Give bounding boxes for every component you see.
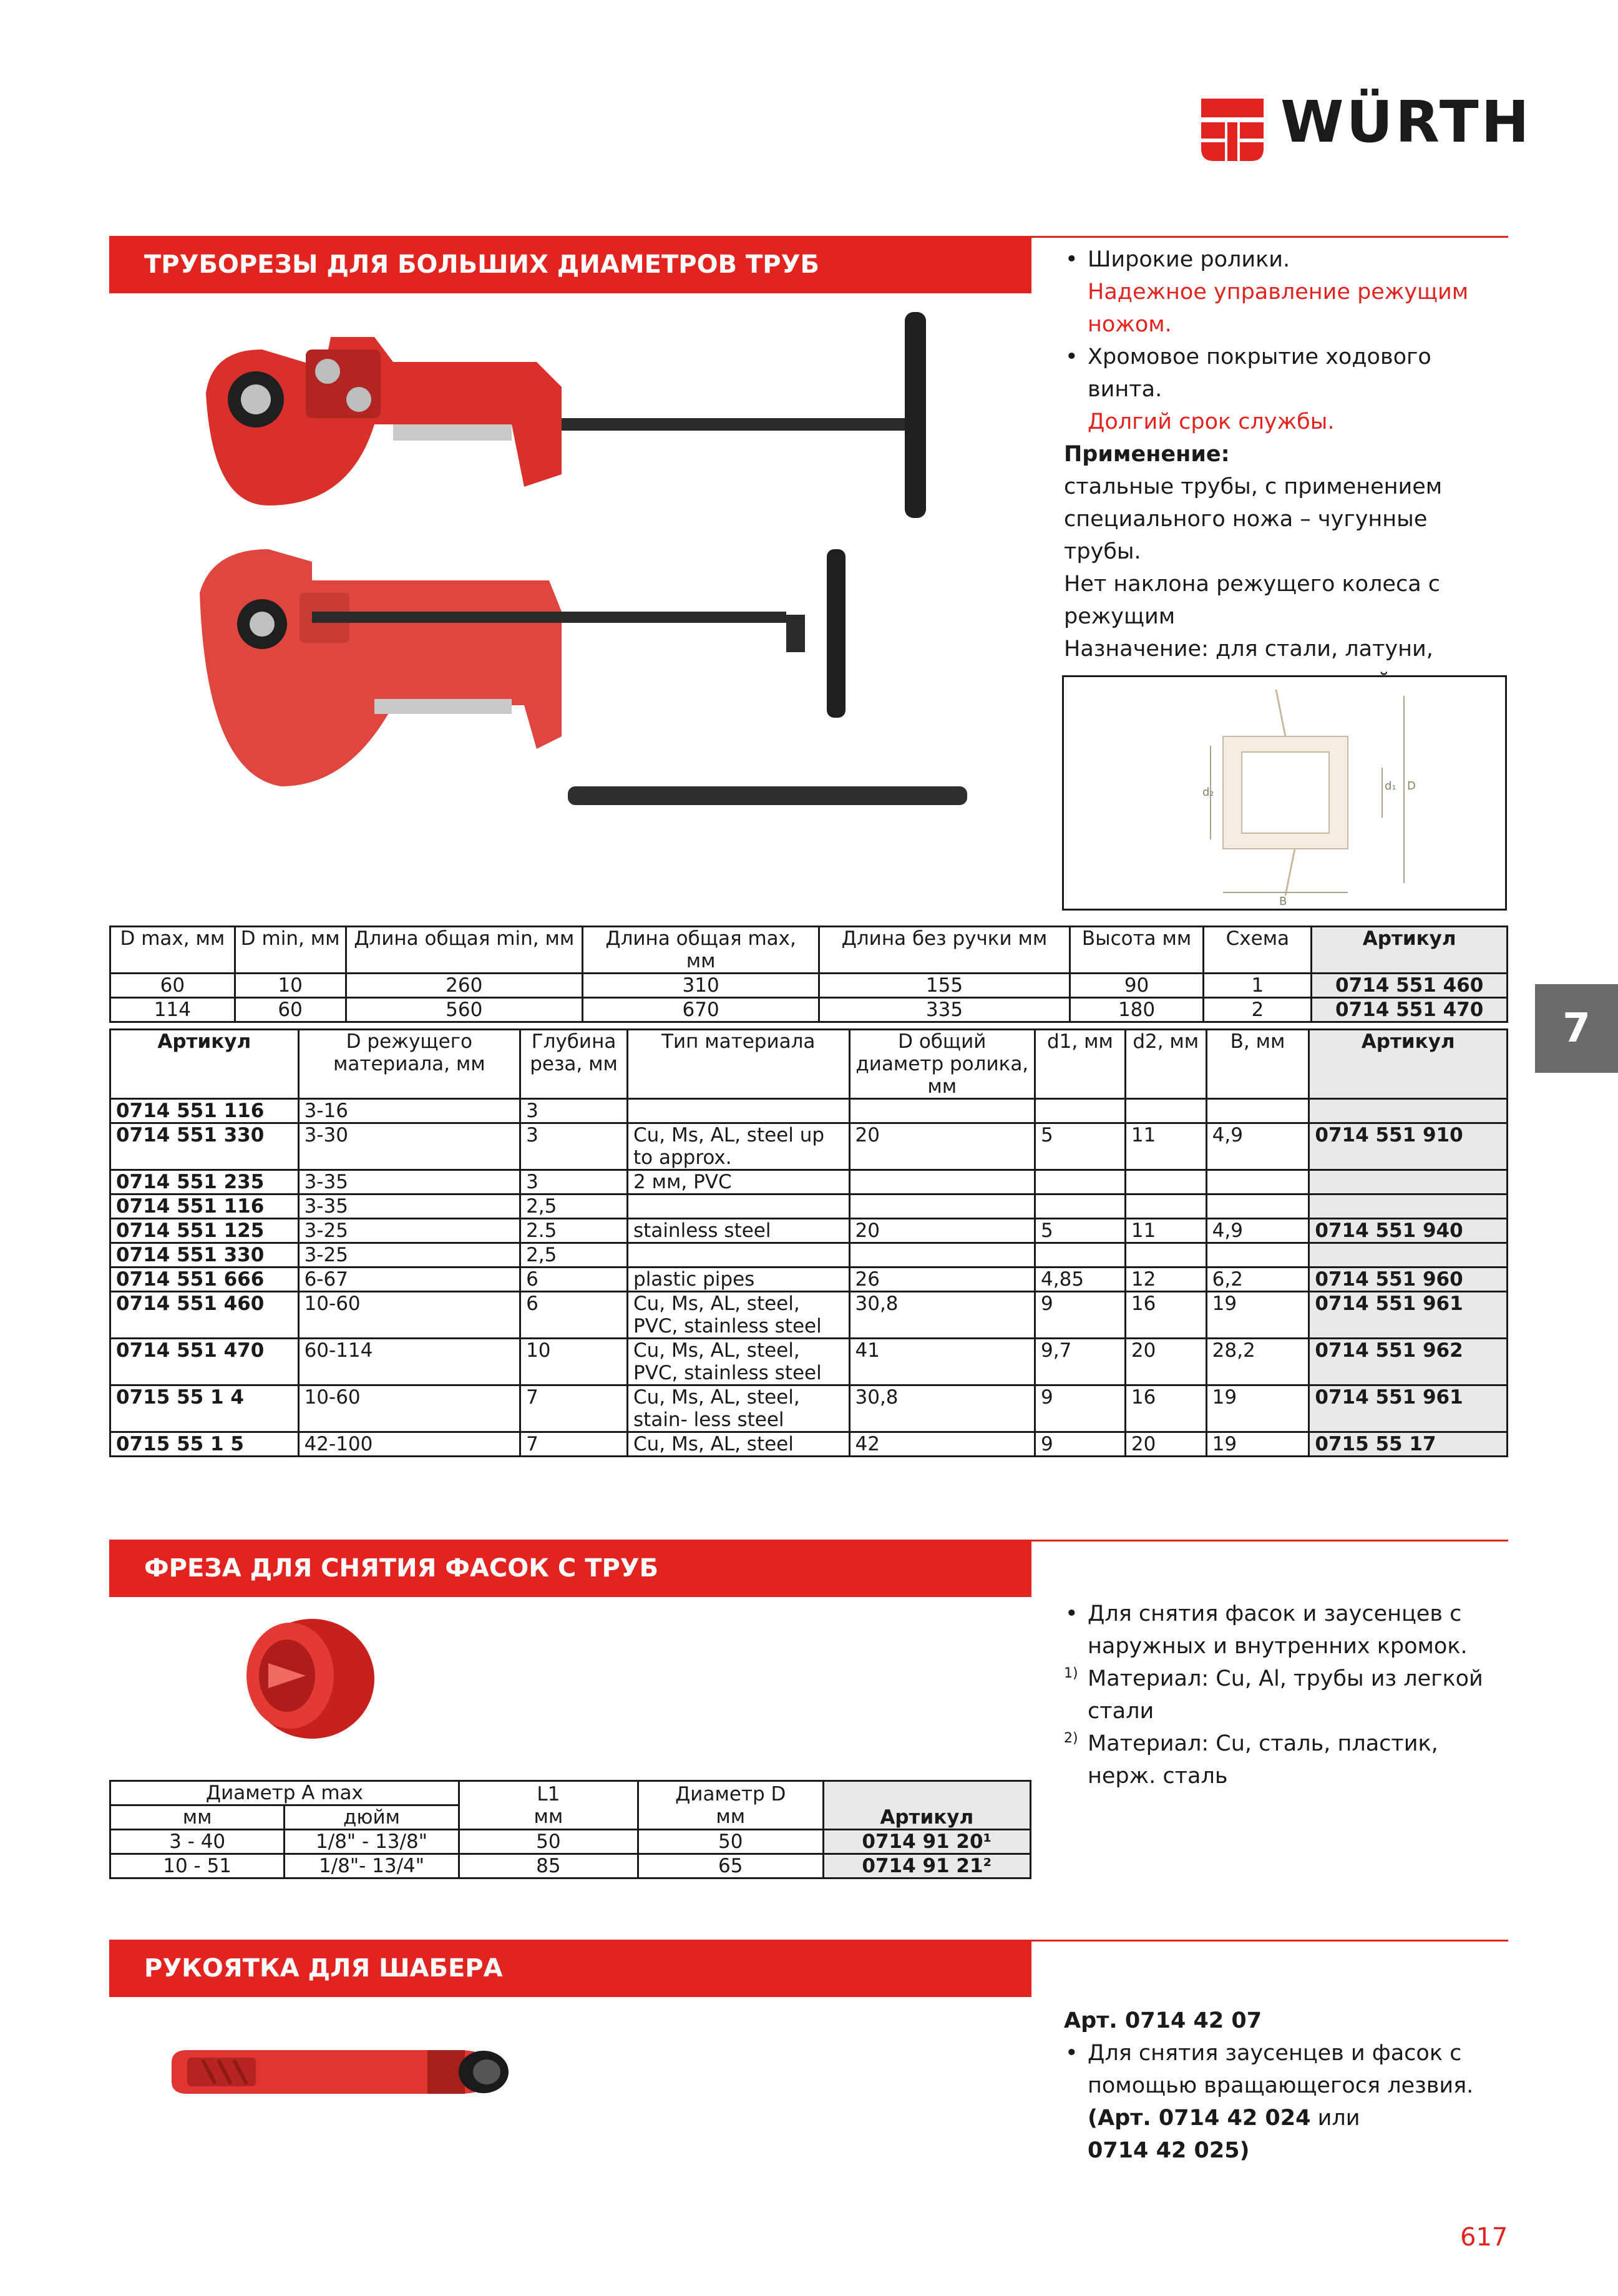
section-divider <box>1031 236 1508 238</box>
article-number: 0714 551 116 <box>110 1099 299 1123</box>
table-cell <box>628 1243 849 1268</box>
table-cell: 4,85 <box>1035 1268 1126 1292</box>
table-cell: 9,7 <box>1035 1339 1126 1385</box>
blade-article: (Арт. 0714 42 024 <box>1088 2106 1311 2131</box>
table-cell: 90 <box>1070 974 1204 998</box>
table-cell <box>1206 1194 1309 1219</box>
table-cell: 19 <box>1206 1385 1309 1432</box>
article-number: 0714 551 961 <box>1309 1385 1508 1432</box>
table-cell: 1 <box>1204 974 1312 998</box>
table-cell <box>1125 1170 1206 1194</box>
table-cell: stainless steel <box>628 1219 849 1243</box>
table-cell: 670 <box>582 998 819 1022</box>
section-divider <box>1031 1540 1508 1541</box>
table-row <box>110 1432 1508 1457</box>
table-cell: 50 <box>638 1830 823 1854</box>
blade-article: 0714 42 025) <box>1088 2138 1250 2163</box>
table-cell <box>1125 1243 1206 1268</box>
application-label: Применение: <box>1064 442 1230 467</box>
brand-name: WÜRTH <box>1280 89 1532 155</box>
table-header: мм <box>110 1805 285 1830</box>
table-cell: 42 <box>849 1432 1035 1457</box>
table-cell: 10-60 <box>298 1292 520 1339</box>
article-number: 0714 551 125 <box>110 1219 299 1243</box>
table-cell <box>849 1243 1035 1268</box>
chapter-tab: 7 <box>1535 984 1618 1073</box>
table-row <box>110 1268 1508 1292</box>
table-cell <box>1206 1170 1309 1194</box>
article-number: 0714 551 460 <box>1312 974 1508 998</box>
table-header: D min, мм <box>235 927 346 974</box>
table-cell: 335 <box>819 998 1070 1022</box>
table-header: Высота мм <box>1070 927 1204 974</box>
table-header: d2, мм <box>1125 1030 1206 1099</box>
footnote-mark: 1) <box>1064 1666 1078 1681</box>
table-cell: 180 <box>1070 998 1204 1022</box>
article-number: 0714 551 470 <box>110 1339 299 1385</box>
feature-benefit: Долгий срок службы. <box>1088 409 1335 434</box>
table-row <box>110 1854 1031 1878</box>
application-line: Назначение: для стали, латуни, <box>1064 637 1433 662</box>
table-header: Длина общая max, мм <box>582 927 819 974</box>
header-unit: мм <box>716 1805 746 1828</box>
article-number: 0714 551 470 <box>1312 998 1508 1022</box>
article-number: 0714 551 666 <box>110 1268 299 1292</box>
table-cell: 11 <box>1125 1219 1206 1243</box>
table-cell: plastic pipes <box>628 1268 849 1292</box>
table-cell <box>1035 1099 1126 1123</box>
table-cell <box>849 1170 1035 1194</box>
article-number: 0714 551 961 <box>1309 1292 1508 1339</box>
cutting-wheel-table <box>109 1028 1508 1457</box>
article-number: 0714 551 235 <box>110 1170 299 1194</box>
table-cell: 3-16 <box>298 1099 520 1123</box>
table-header: Артикул <box>1309 1030 1508 1099</box>
table-cell: 10-60 <box>298 1385 520 1432</box>
table-cell: 9 <box>1035 1292 1126 1339</box>
footnote-text: Материал: Cu, сталь, пластик, нерж. сталь <box>1088 1731 1438 1789</box>
table-header: Артикул <box>1312 927 1508 974</box>
table-cell: 6 <box>520 1292 628 1339</box>
table-cell: 7 <box>520 1385 628 1432</box>
header-text: Диаметр D <box>675 1782 786 1805</box>
table-cell: 5 <box>1035 1219 1126 1243</box>
table-cell: Cu, Ms, AL, steel, stain- less steel <box>628 1385 849 1432</box>
table-cell: 20 <box>849 1219 1035 1243</box>
table-cell: 10 - 51 <box>110 1854 285 1878</box>
replacement-blades <box>1064 2102 1501 2167</box>
table-cell: 2.5 <box>520 1219 628 1243</box>
section-title-pipe-cutters: ТРУБОРЕЗЫ ДЛЯ БОЛЬШИХ ДИАМЕТРОВ ТРУБ <box>109 236 1031 293</box>
table-cell: 30,8 <box>849 1385 1035 1432</box>
table-cell: 310 <box>582 974 819 998</box>
application-line: стальные трубы, с применением <box>1064 474 1443 499</box>
table-cell: 3 <box>520 1123 628 1170</box>
table-cell: 6 <box>520 1268 628 1292</box>
application-line: специального ножа – чугунные трубы. <box>1064 507 1428 564</box>
chamfer-tool-illustration <box>231 1613 381 1744</box>
table-cell: 19 <box>1206 1292 1309 1339</box>
table-header-row <box>110 927 1508 974</box>
table-cell <box>1206 1243 1309 1268</box>
table-cell: 9 <box>1035 1385 1126 1432</box>
table-cell: 560 <box>346 998 582 1022</box>
table-cell <box>628 1099 849 1123</box>
feature-bullet <box>1064 243 1501 341</box>
application-line: режущим <box>1064 604 1176 629</box>
footnote-text: Материал: Cu, Al, трубы из легкой стали <box>1088 1666 1483 1724</box>
table-cell: 3-35 <box>298 1170 520 1194</box>
feature-bullet <box>1064 341 1501 438</box>
table-cell: 10 <box>235 974 346 998</box>
table-cell: 6-67 <box>298 1268 520 1292</box>
table-cell: 2 мм, PVC <box>628 1170 849 1194</box>
table-header <box>638 1781 823 1830</box>
application-line: Нет наклона режущего колеса с <box>1064 572 1441 597</box>
table-cell: 260 <box>346 974 582 998</box>
table-cell: Cu, Ms, AL, steel, PVC, stainless steel <box>628 1339 849 1385</box>
table-row <box>110 1170 1508 1194</box>
table-cell: 7 <box>520 1432 628 1457</box>
table-row <box>110 1385 1508 1432</box>
scraper-handle-illustration <box>159 2031 521 2113</box>
blade-conjunction: или <box>1310 2106 1360 2131</box>
table-header <box>459 1781 638 1830</box>
footnote-mark: 2) <box>1064 1731 1078 1746</box>
table-cell: 1/8" - 13/8" <box>285 1830 459 1854</box>
table-row <box>110 1243 1508 1268</box>
table-cell: 16 <box>1125 1292 1206 1339</box>
article-number: 0714 551 460 <box>110 1292 299 1339</box>
section-title-chamfer-tool: ФРЕЗА ДЛЯ СНЯТИЯ ФАСОК С ТРУБ <box>109 1540 1031 1597</box>
table-header: Диаметр A max <box>110 1781 459 1805</box>
chamfer-tool-table <box>109 1780 1031 1879</box>
table-row <box>110 1830 1031 1854</box>
table-header: B, мм <box>1206 1030 1309 1099</box>
table-cell: 65 <box>638 1854 823 1878</box>
table-header: Артикул <box>823 1781 1031 1830</box>
table-cell: 28,2 <box>1206 1339 1309 1385</box>
article-number: 0714 551 330 <box>110 1243 299 1268</box>
table-cell: 60 <box>110 974 235 998</box>
table-cell: 20 <box>849 1123 1035 1170</box>
table-row <box>110 1099 1508 1123</box>
article-reference: Арт. 0714 42 07 <box>1064 2008 1262 2033</box>
table-header: D режущего материала, мм <box>298 1030 520 1099</box>
table-cell <box>1125 1099 1206 1123</box>
feature-text: Широкие ролики. <box>1088 247 1290 272</box>
page-number: 617 <box>1460 2223 1508 2252</box>
footnote-1 <box>1064 1663 1501 1727</box>
table-cell: 85 <box>459 1854 638 1878</box>
table-cell: 2,5 <box>520 1243 628 1268</box>
cutting-wheel-drawing <box>1064 677 1505 909</box>
table-cell: 3 <box>520 1099 628 1123</box>
table-row <box>110 1219 1508 1243</box>
article-number: 0714 551 962 <box>1309 1339 1508 1385</box>
table-row <box>110 1339 1508 1385</box>
diagram-label-d2: d₂ <box>1202 786 1214 799</box>
table-cell: 3-25 <box>298 1219 520 1243</box>
table-cell <box>849 1194 1035 1219</box>
table-row <box>110 1194 1508 1219</box>
table-cell: 26 <box>849 1268 1035 1292</box>
table-cell: 3-30 <box>298 1123 520 1170</box>
table-cell: 155 <box>819 974 1070 998</box>
table-cell: 20 <box>1125 1339 1206 1385</box>
footnote-2 <box>1064 1727 1501 1792</box>
wurth-logo-mark <box>1201 99 1264 161</box>
article-number <box>1309 1194 1508 1219</box>
diagram-label-d1: d₁ <box>1385 779 1396 793</box>
table-header: d1, мм <box>1035 1030 1126 1099</box>
article-number: 0714 91 20¹ <box>823 1830 1031 1854</box>
article-number: 0714 551 960 <box>1309 1268 1508 1292</box>
diagram-label-B: B <box>1279 895 1287 908</box>
table-cell: 10 <box>520 1339 628 1385</box>
diagram-label-D: D <box>1407 779 1416 793</box>
table-cell <box>1035 1194 1126 1219</box>
table-cell: 4,9 <box>1206 1219 1309 1243</box>
table-cell: 2,5 <box>520 1194 628 1219</box>
section-divider <box>1031 1940 1508 1942</box>
table-cell <box>628 1194 849 1219</box>
article-number <box>1309 1243 1508 1268</box>
table-cell: 1/8"- 13/4" <box>285 1854 459 1878</box>
cutting-wheel-diagram <box>1062 675 1507 911</box>
feature-bullet: • Для снятия заусенцев и фасок с помощью вращающегося лезвия. <box>1064 2037 1501 2102</box>
table-cell: Cu, Ms, AL, steel, PVC, stainless steel <box>628 1292 849 1339</box>
table-cell <box>1035 1170 1126 1194</box>
table-row <box>110 974 1508 998</box>
article-number <box>1309 1170 1508 1194</box>
table-header: дюйм <box>285 1805 459 1830</box>
table-cell: Cu, Ms, AL, steel <box>628 1432 849 1457</box>
table-header: Длина без ручки мм <box>819 927 1070 974</box>
pipe-cutter-illustration <box>187 300 1023 924</box>
table-cell: 6,2 <box>1206 1268 1309 1292</box>
table-cell <box>1035 1243 1126 1268</box>
table-header: Длина общая min, мм <box>346 927 582 974</box>
feature-text: Хромовое покрытие ходового винта. <box>1088 344 1431 402</box>
table-cell: 11 <box>1125 1123 1206 1170</box>
section1-features <box>1064 243 1501 730</box>
table-cell: 3-25 <box>298 1243 520 1268</box>
table-cell: 20 <box>1125 1432 1206 1457</box>
section-title-scraper-handle: РУКОЯТКА ДЛЯ ШАБЕРА <box>109 1940 1031 1997</box>
table-header: Тип материала <box>628 1030 849 1099</box>
table-cell: 19 <box>1206 1432 1309 1457</box>
table-cell: 2 <box>1204 998 1312 1022</box>
table-cell: 30,8 <box>849 1292 1035 1339</box>
table-cell: 42-100 <box>298 1432 520 1457</box>
pipe-cutter-specs-table <box>109 926 1508 1023</box>
table-row <box>110 1292 1508 1339</box>
table-row <box>110 998 1508 1022</box>
article-number: 0715 55 1 5 <box>110 1432 299 1457</box>
table-header: Схема <box>1204 927 1312 974</box>
article-number: 0715 55 17 <box>1309 1432 1508 1457</box>
table-cell <box>1125 1194 1206 1219</box>
table-cell: 5 <box>1035 1123 1126 1170</box>
table-header: Артикул <box>110 1030 299 1099</box>
table-cell: 3 - 40 <box>110 1830 285 1854</box>
table-cell <box>1206 1099 1309 1123</box>
article-number: 0714 551 910 <box>1309 1123 1508 1170</box>
table-cell: 50 <box>459 1830 638 1854</box>
table-cell: 16 <box>1125 1385 1206 1432</box>
table-cell: 3-35 <box>298 1194 520 1219</box>
article-number: 0714 551 116 <box>110 1194 299 1219</box>
table-header: Глубина реза, мм <box>520 1030 628 1099</box>
section3-features <box>1064 2005 1501 2167</box>
section2-features <box>1064 1598 1501 1792</box>
table-cell: Cu, Ms, AL, steel up to approx. <box>628 1123 849 1170</box>
article-number: 0714 551 330 <box>110 1123 299 1170</box>
table-cell: 3 <box>520 1170 628 1194</box>
table-cell: 41 <box>849 1339 1035 1385</box>
table-cell: 12 <box>1125 1268 1206 1292</box>
table-header-row <box>110 1030 1508 1099</box>
article-number <box>1309 1099 1508 1123</box>
table-row <box>110 1123 1508 1170</box>
table-cell: 60 <box>235 998 346 1022</box>
table-header-row <box>110 1781 1031 1805</box>
article-number: 0714 551 940 <box>1309 1219 1508 1243</box>
table-cell: 4,9 <box>1206 1123 1309 1170</box>
table-cell <box>849 1099 1035 1123</box>
table-cell: 60-114 <box>298 1339 520 1385</box>
table-header: D max, мм <box>110 927 235 974</box>
header-unit: мм <box>534 1805 563 1828</box>
table-cell: 114 <box>110 998 235 1022</box>
article-number: 0714 91 21² <box>823 1854 1031 1878</box>
table-cell: 9 <box>1035 1432 1126 1457</box>
article-number: 0715 55 1 4 <box>110 1385 299 1432</box>
feature-bullet: • Для снятия фасок и заусенцев с наружных и внутренних кромок. <box>1064 1598 1501 1663</box>
table-header: D общий диаметр ролика, мм <box>849 1030 1035 1099</box>
feature-benefit: Надежное управление режущим ножом. <box>1088 280 1469 337</box>
header-text: L1 <box>537 1782 560 1805</box>
